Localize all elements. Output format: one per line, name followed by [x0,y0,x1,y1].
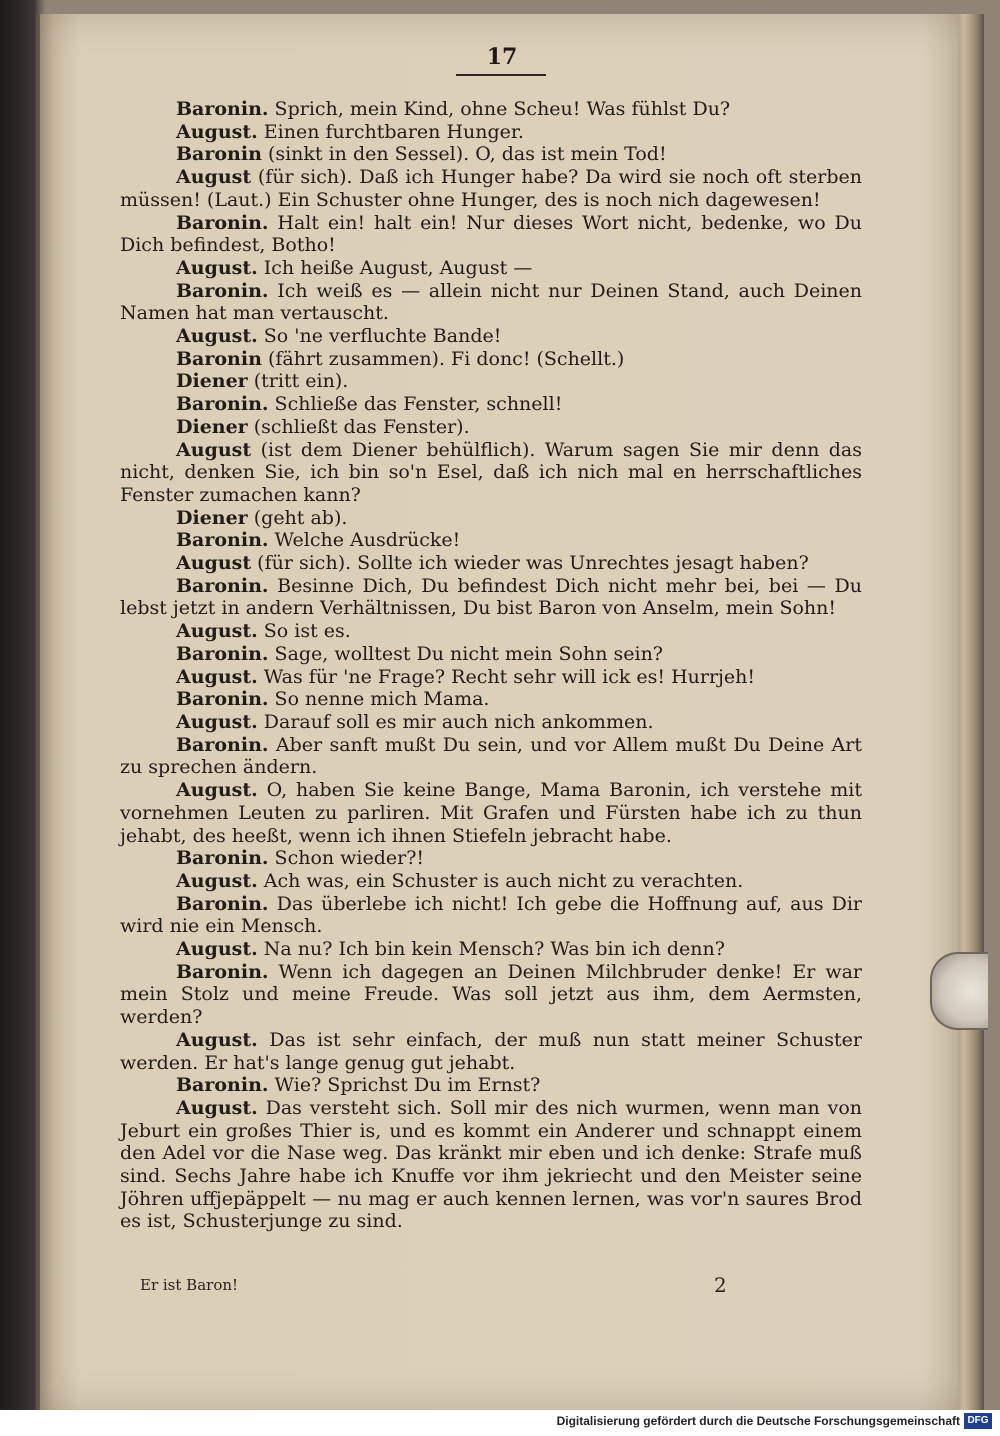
speaker-name: Baronin. [176,98,269,120]
dialogue-text: Na nu? Ich bin kein Mensch? Was bin ich denn? [257,938,725,961]
dialogue-text: Das überlebe ich nicht! Ich gebe die Hoffnung auf, aus Dir wird nie ein Mensch. [120,892,862,938]
dialogue-text: (schließt das Fenster). [247,415,470,438]
dialogue-text: Einen furchtbaren Hunger. [257,120,524,143]
dialogue-text: Das ist sehr einfach, der muß nun statt meiner Schuster werden. Er hat's lange genug gut jehabt. [120,1028,862,1074]
dialogue-text: (für sich). Daß ich Hunger habe? Da wird sie noch oft sterben müssen! (Laut.) Ein Schuster ohne Hunger, des is noch nich dagewesen! [120,166,862,211]
signature-mark: 2 [714,1273,727,1297]
dialogue-text: Das versteht sich. Soll mir des nich wurmen, wenn man von Jeburt ein großes Thier is, und es kommt ein Anderer und schnappt einem den Adel vor die Nase weg. Das kränkt mir eben und ich denke: Strafe muß sind. Sechs Jahre habe ich Knuffe vor ihm jekriecht und den Meister seine Jöhren uffjepäppelt — nu mag er auch kennen lernen, was vor'n saures Brod es ist, Schusterjunge zu sind. [120,1096,862,1233]
dialogue-line [120,1029,862,1074]
dialogue-text: Aber sanft mußt Du sein, und vor Allem mußt Du Deine Art zu sprechen ändern. [120,733,862,779]
dialogue-line [120,370,862,393]
dialogue-line [120,870,862,893]
dialogue-line [120,348,862,371]
dialogue-line [120,280,862,325]
dialogue-line [120,121,862,144]
speaker-name: Baronin [176,143,262,166]
speaker-name: August. [176,620,258,643]
dialogue-line [120,1097,862,1233]
dialogue-line [120,98,862,121]
speaker-name: August [176,552,252,575]
dialogue-line [120,779,862,847]
dialogue-text: Sage, wolltest Du nicht mein Sohn sein? [268,642,663,665]
page-tab-marker [930,952,988,1030]
speaker-name: Baronin. [176,574,269,597]
speaker-name: Baronin. [176,211,269,234]
speaker-name: August [176,438,252,461]
dialogue-line [120,734,862,779]
dialogue-line [120,575,862,620]
speaker-name: August. [176,120,258,143]
dialogue-text: (fährt zusammen). Fi donc! (Schellt.) [261,347,625,370]
speaker-name: Diener [176,415,248,438]
dialogue-line [120,325,862,348]
speaker-name: Baronin [176,347,262,370]
dialogue-text: Ich heiße August, August — [257,256,533,279]
speaker-name: August. [176,938,258,961]
dialogue-line [120,166,862,211]
speaker-name: August [176,166,252,189]
speaker-name: Baronin. [176,688,269,711]
speaker-name: Baronin. [176,892,269,915]
speaker-name: Baronin. [176,847,269,870]
speaker-name: August. [176,256,258,279]
running-footer-title: Er ist Baron! [140,1276,239,1294]
dialogue-text: So nenne mich Mama. [268,688,490,711]
dialogue-line [120,938,862,961]
dialogue-text: (sinkt in den Sessel). O, das ist mein Tod! [261,143,667,166]
dialogue-line [120,212,862,257]
page-number-rule [456,74,546,76]
speaker-name: August. [176,779,258,802]
speaker-name: August. [176,1096,258,1119]
dialogue-line [120,847,862,870]
dialogue-text: (für sich). Sollte ich wieder was Unrechtes jesagt haben? [251,552,809,575]
speaker-name: Baronin. [176,279,269,302]
dialogue-line [120,711,862,734]
speaker-name: August. [176,869,258,892]
dialogue-text: So 'ne verfluchte Bande! [257,325,502,348]
dialogue-text: Wenn ich dagegen an Deinen Milchbruder denke! Er war mein Stolz und meine Freude. Was soll jetzt aus ihm, dem Aermsten, werden? [120,960,862,1029]
dialogue-line [120,893,862,938]
dialogue-line [120,552,862,575]
speaker-name: August. [176,1028,258,1051]
dialogue-text: (ist dem Diener behülflich). Warum sagen Sie mir denn das nicht, denken Sie, ich bin so'n Esel, daß ich nich mal en herrschaftliches Fenster zumachen kann? [120,438,862,506]
dialogue-line [120,507,862,530]
dialogue-line [120,143,862,166]
speaker-name: Diener [176,506,248,529]
speaker-name: Baronin. [176,642,269,665]
dialogue-text: So ist es. [257,620,351,643]
dfg-logo-icon: DFG [964,1413,992,1429]
dialogue-line [120,688,862,711]
dialogue-line [120,961,862,1029]
dialogue-line [120,439,862,507]
dialogue-line [120,666,862,689]
book-spine-edge [36,14,39,1410]
page-stack-edge [958,14,984,1410]
speaker-name: August. [176,710,258,733]
dialogue-line [120,393,862,416]
dialogue-text: Schon wieder?! [268,847,425,870]
dialogue-text: Ach was, ein Schuster is auch nicht zu verachten. [257,869,744,892]
speaker-name: August. [176,325,258,348]
speaker-name: August. [176,665,258,688]
dialogue-text: Ich weiß es — allein nicht nur Deinen Stand, auch Deinen Namen hat man vertauscht. [120,279,862,325]
speaker-name: Baronin. [176,393,269,416]
digitization-credit: Digitalisierung gefördert durch die Deutsche Forschungsgemeinschaft [556,1414,960,1428]
dialogue-text: Besinne Dich, Du befindest Dich nicht mehr bei, bei — Du lebst jetzt in andern Verhältnissen, Du bist Baron von Anselm, mein Sohn! [120,574,862,620]
dialogue-text: Sprich, mein Kind, ohne Scheu! Was fühlst Du? [268,98,731,120]
dialogue-body [120,98,862,1233]
dialogue-line [120,643,862,666]
speaker-name: Baronin. [176,1074,269,1097]
page-number: 17 [486,44,518,70]
speaker-name: Baronin. [176,733,269,756]
dialogue-text: Was für 'ne Frage? Recht sehr will ick es! Hurrjeh! [257,665,756,688]
dialogue-text: O, haben Sie keine Bange, Mama Baronin, ich verstehe mit vornehmen Leuten zu parliren. Mit Grafen und Fürsten habe ich zu thun jehabt, des heeßt, wenn ich ihnen Stiefeln jebracht habe. [120,779,862,847]
dialogue-text: (geht ab). [247,506,348,529]
speaker-name: Diener [176,370,248,393]
dialogue-text: (tritt ein). [247,370,349,393]
speaker-name: Baronin. [176,529,269,552]
speaker-name: Baronin. [176,960,269,983]
dialogue-line [120,529,862,552]
dialogue-line [120,1074,862,1097]
dialogue-line [120,620,862,643]
dialogue-text: Schließe das Fenster, schnell! [268,393,563,416]
dialogue-line [120,257,862,280]
dialogue-line [120,416,862,439]
dialogue-text: Welche Ausdrücke! [268,529,461,552]
dialogue-text: Darauf soll es mir auch nich ankommen. [257,710,654,733]
dialogue-text: Wie? Sprichst Du im Ernst? [268,1074,541,1097]
dialogue-text: Halt ein! halt ein! Nur dieses Wort nicht, bedenke, wo Du Dich befindest, Botho! [120,211,862,257]
